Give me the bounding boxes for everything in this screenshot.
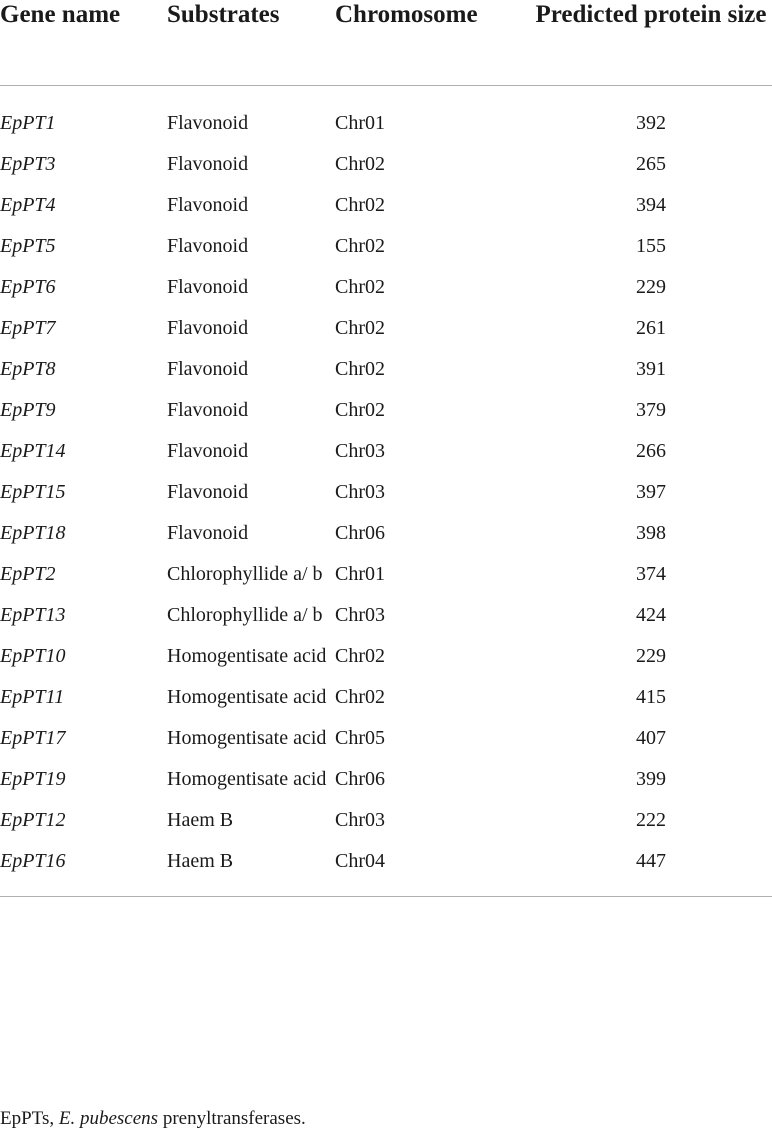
- protein-size-cell: 407: [636, 726, 666, 749]
- protein-size-cell: 222: [636, 808, 666, 831]
- table-row: [0, 312, 772, 353]
- gene-name-cell: EpPT8: [0, 357, 56, 380]
- gene-name-cell: EpPT9: [0, 398, 56, 421]
- table-row: [0, 845, 772, 897]
- substrate-cell: Homogentisate acid: [167, 767, 327, 790]
- footnote-rest: prenyltransferases.: [162, 1108, 306, 1129]
- chromosome-cell: Chr03: [335, 480, 385, 503]
- table-row: [0, 517, 772, 558]
- chromosome-cell: Chr02: [335, 152, 385, 175]
- protein-size-cell: 424: [636, 603, 666, 626]
- chromosome-cell: Chr02: [335, 275, 385, 298]
- protein-size-cell: 229: [636, 275, 666, 298]
- gene-name-cell: EpPT16: [0, 845, 145, 897]
- table-row: [0, 435, 772, 476]
- protein-size-cell: 266: [636, 439, 666, 462]
- table-row: [0, 640, 772, 681]
- chromosome-cell: Chr02: [335, 644, 385, 667]
- table-row: [0, 230, 772, 271]
- substrate-cell: Homogentisate acid: [167, 644, 327, 667]
- table-row: [0, 599, 772, 640]
- chromosome-cell: Chr02: [335, 193, 385, 216]
- gene-name-cell: EpPT7: [0, 316, 56, 339]
- protein-size-cell: 398: [636, 521, 666, 544]
- chromosome-cell: Chr02: [335, 685, 385, 708]
- protein-size-cell: 391: [636, 357, 666, 380]
- chromosome-cell: Chr01: [335, 111, 385, 134]
- header-substrates: Substrates: [145, 0, 335, 85]
- chromosome-cell: Chr02: [335, 357, 385, 380]
- gene-name-cell: EpPT13: [0, 603, 66, 626]
- table-row: [0, 394, 772, 435]
- table-row: [0, 763, 772, 804]
- gene-name-cell: EpPT19: [0, 767, 66, 790]
- header-gene-name: Gene name: [0, 0, 145, 85]
- gene-name-cell: EpPT17: [0, 726, 66, 749]
- gene-name-cell: EpPT15: [0, 480, 66, 503]
- substrate-cell: Flavonoid: [167, 193, 249, 216]
- gene-name-cell: EpPT3: [0, 152, 56, 175]
- protein-size-cell: 397: [636, 480, 666, 503]
- substrate-cell: Flavonoid: [167, 234, 249, 257]
- table-row: [0, 189, 772, 230]
- table-row: [0, 148, 772, 189]
- header-row: [0, 0, 772, 85]
- protein-size-cell: 415: [636, 685, 666, 708]
- chromosome-cell: Chr06: [335, 521, 385, 544]
- table-row: [0, 722, 772, 763]
- table-row: [0, 353, 772, 394]
- table-row: [0, 558, 772, 599]
- chromosome-cell: Chr02: [335, 316, 385, 339]
- protein-size-cell: 155: [636, 234, 666, 257]
- protein-size-cell: 447: [530, 845, 772, 897]
- table-footnote: [0, 1107, 306, 1131]
- table-body: [0, 85, 772, 896]
- protein-size-cell: 374: [636, 562, 666, 585]
- protein-size-cell: 261: [636, 316, 666, 339]
- chromosome-cell: Chr01: [335, 562, 385, 585]
- gene-name-cell: EpPT1: [0, 111, 56, 134]
- gene-name-cell: EpPT5: [0, 234, 56, 257]
- substrate-cell: Haem B: [145, 845, 335, 897]
- substrate-cell: Chlorophyllide a/ b: [167, 603, 323, 626]
- chromosome-cell: Chr03: [335, 603, 385, 626]
- protein-size-cell: 265: [636, 152, 666, 175]
- protein-size-cell: 392: [636, 111, 666, 134]
- chromosome-cell: Chr03: [335, 808, 385, 831]
- substrate-cell: Homogentisate acid: [167, 726, 327, 749]
- protein-size-cell: 229: [636, 644, 666, 667]
- header-protein-size: Predicted protein size: [530, 0, 772, 85]
- substrate-cell: Flavonoid: [167, 480, 249, 503]
- gene-name-cell: EpPT11: [0, 685, 65, 708]
- substrate-cell: Flavonoid: [167, 521, 249, 544]
- substrate-cell: Flavonoid: [167, 357, 249, 380]
- header-chromosome: Chromosome: [335, 0, 530, 85]
- table-row: [0, 681, 772, 722]
- substrate-cell: Flavonoid: [167, 275, 249, 298]
- gene-name-cell: EpPT2: [0, 562, 56, 585]
- table-row: [0, 85, 772, 148]
- substrate-cell: Flavonoid: [167, 111, 249, 134]
- table-row: [0, 271, 772, 312]
- chromosome-cell: Chr06: [335, 767, 385, 790]
- protein-size-cell: 399: [636, 767, 666, 790]
- substrate-cell: Flavonoid: [167, 398, 249, 421]
- substrate-cell: Chlorophyllide a/ b: [167, 562, 323, 585]
- gene-name-cell: EpPT10: [0, 644, 66, 667]
- table-row: [0, 476, 772, 517]
- chromosome-cell: Chr04: [335, 845, 530, 897]
- protein-size-cell: 379: [636, 398, 666, 421]
- chromosome-cell: Chr02: [335, 234, 385, 257]
- gene-name-cell: EpPT6: [0, 275, 56, 298]
- gene-name-cell: EpPT12: [0, 808, 66, 831]
- chromosome-cell: Chr02: [335, 398, 385, 421]
- footnote-abbrev: EpPTs,: [0, 1108, 55, 1129]
- protein-size-cell: 394: [636, 193, 666, 216]
- table-row: [0, 804, 772, 845]
- substrate-cell: Flavonoid: [167, 316, 249, 339]
- gene-name-cell: EpPT14: [0, 439, 66, 462]
- substrate-cell: Flavonoid: [167, 439, 249, 462]
- table-header: [0, 0, 772, 85]
- substrate-cell: Haem B: [167, 808, 234, 831]
- footnote-species: E. pubescens: [58, 1108, 159, 1129]
- gene-name-cell: EpPT4: [0, 193, 56, 216]
- substrate-cell: Homogentisate acid: [167, 685, 327, 708]
- gene-name-cell: EpPT18: [0, 521, 66, 544]
- substrate-cell: Flavonoid: [167, 152, 249, 175]
- chromosome-cell: Chr05: [335, 726, 385, 749]
- chromosome-cell: Chr03: [335, 439, 385, 462]
